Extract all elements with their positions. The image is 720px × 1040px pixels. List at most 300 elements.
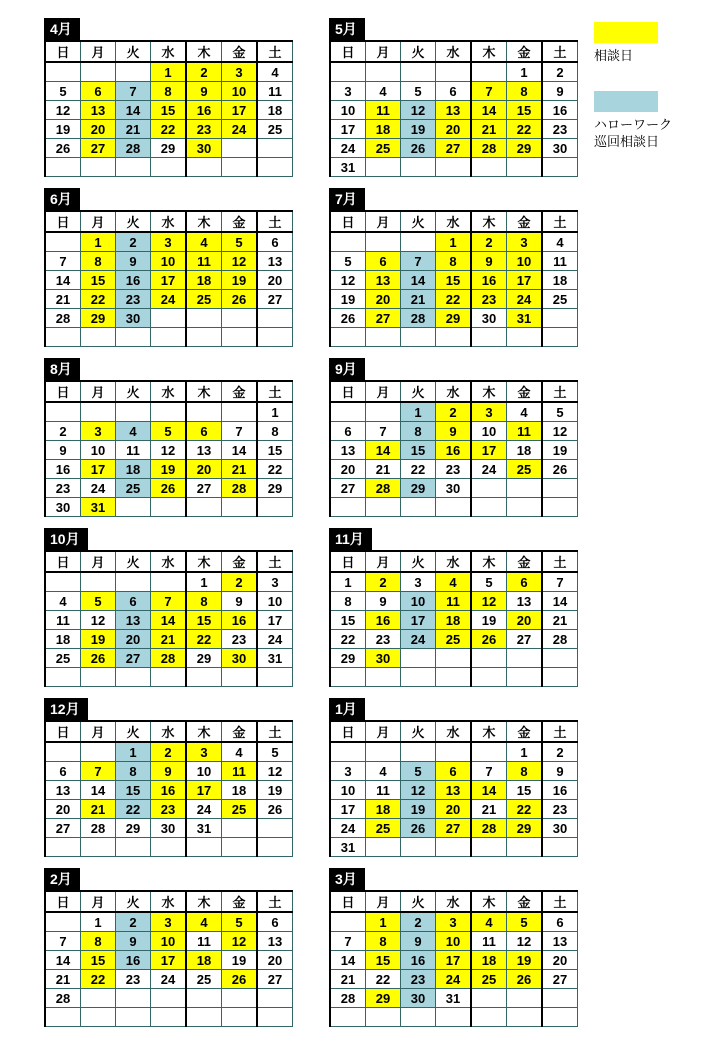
weekday-header: 金	[222, 381, 258, 402]
empty-cell	[436, 498, 472, 517]
day-cell: 11	[45, 611, 81, 630]
empty-cell	[330, 668, 366, 687]
hellowork-day-label-line2: 巡回相談日	[594, 134, 660, 149]
weekday-header: 月	[366, 551, 401, 572]
day-cell: 16	[151, 781, 187, 800]
day-cell: 8	[401, 422, 436, 441]
month-title: 9月	[329, 358, 365, 380]
weekday-header-row	[330, 211, 578, 232]
empty-cell	[471, 1008, 507, 1027]
day-cell: 11	[116, 441, 151, 460]
day-cell: 22	[401, 460, 436, 479]
weekday-header: 木	[471, 551, 507, 572]
weekday-header: 日	[45, 891, 81, 912]
day-cell: 11	[366, 781, 401, 800]
day-cell: 17	[471, 441, 507, 460]
calendar-week-row	[45, 139, 293, 158]
day-cell: 10	[507, 252, 543, 271]
day-cell: 21	[45, 290, 81, 309]
empty-cell	[81, 989, 116, 1008]
empty-cell	[45, 668, 81, 687]
empty-cell	[222, 498, 258, 517]
day-cell: 12	[330, 271, 366, 290]
month-title: 8月	[44, 358, 80, 380]
empty-cell	[116, 838, 151, 857]
day-cell: 8	[330, 592, 366, 611]
empty-cell	[542, 328, 578, 347]
empty-cell	[186, 989, 222, 1008]
month-title: 5月	[329, 18, 365, 40]
empty-cell	[81, 838, 116, 857]
day-cell: 1	[81, 912, 116, 932]
month-title: 4月	[44, 18, 80, 40]
day-cell: 12	[222, 932, 258, 951]
day-cell: 12	[542, 422, 578, 441]
day-cell: 5	[222, 912, 258, 932]
month-title: 12月	[44, 698, 88, 720]
day-cell: 10	[330, 101, 366, 120]
weekday-header: 火	[116, 41, 151, 62]
calendar-week-row	[330, 120, 578, 139]
day-cell: 21	[471, 800, 507, 819]
day-cell: 16	[186, 101, 222, 120]
day-cell: 10	[186, 762, 222, 781]
day-cell: 31	[257, 649, 293, 668]
day-cell: 20	[45, 800, 81, 819]
day-cell: 7	[366, 422, 401, 441]
day-cell: 1	[151, 62, 187, 82]
day-cell: 18	[222, 781, 258, 800]
calendar-grid	[44, 18, 571, 1027]
day-cell: 12	[401, 781, 436, 800]
day-cell: 6	[186, 422, 222, 441]
month-table	[44, 550, 293, 687]
weekday-header: 水	[436, 551, 472, 572]
weekday-header-row	[45, 381, 293, 402]
day-cell: 10	[401, 592, 436, 611]
calendar-week-row	[45, 479, 293, 498]
day-cell: 18	[366, 120, 401, 139]
day-cell: 4	[366, 762, 401, 781]
day-cell: 14	[366, 441, 401, 460]
empty-cell	[471, 989, 507, 1008]
day-cell: 6	[81, 82, 116, 101]
calendar-week-row	[330, 328, 578, 347]
weekday-header: 木	[186, 551, 222, 572]
month-table	[329, 380, 578, 517]
day-cell: 13	[186, 441, 222, 460]
day-cell: 6	[507, 572, 543, 592]
day-cell: 23	[542, 120, 578, 139]
weekday-header-row	[330, 891, 578, 912]
day-cell: 24	[151, 970, 187, 989]
day-cell: 22	[436, 290, 472, 309]
calendar-week-row	[45, 441, 293, 460]
weekday-header: 火	[401, 891, 436, 912]
day-cell: 16	[471, 271, 507, 290]
empty-cell	[401, 742, 436, 762]
day-cell: 7	[81, 762, 116, 781]
day-cell: 30	[45, 498, 81, 517]
calendar-week-row	[330, 441, 578, 460]
month-title: 3月	[329, 868, 365, 890]
empty-cell	[45, 158, 81, 177]
day-cell: 14	[116, 101, 151, 120]
weekday-header-row	[330, 381, 578, 402]
weekday-header: 日	[45, 721, 81, 742]
day-cell: 21	[45, 970, 81, 989]
day-cell: 4	[116, 422, 151, 441]
empty-cell	[366, 232, 401, 252]
day-cell: 28	[81, 819, 116, 838]
calendar-week-row	[45, 460, 293, 479]
day-cell: 1	[507, 742, 543, 762]
empty-cell	[45, 402, 81, 422]
day-cell: 8	[116, 762, 151, 781]
weekday-header: 土	[257, 551, 293, 572]
day-cell: 5	[542, 402, 578, 422]
empty-cell	[542, 649, 578, 668]
empty-cell	[116, 158, 151, 177]
weekday-header: 水	[151, 41, 187, 62]
calendar-week-row	[45, 309, 293, 328]
day-cell: 5	[471, 572, 507, 592]
calendar-week-row	[330, 838, 578, 857]
empty-cell	[366, 1008, 401, 1027]
day-cell: 30	[116, 309, 151, 328]
day-cell: 3	[81, 422, 116, 441]
calendar-week-row	[330, 252, 578, 271]
day-cell: 23	[186, 120, 222, 139]
day-cell: 17	[81, 460, 116, 479]
day-cell: 4	[366, 82, 401, 101]
calendar-week-row	[330, 572, 578, 592]
day-cell: 20	[366, 290, 401, 309]
day-cell: 20	[257, 951, 293, 970]
day-cell: 13	[366, 271, 401, 290]
day-cell: 20	[436, 800, 472, 819]
empty-cell	[366, 742, 401, 762]
day-cell: 26	[401, 139, 436, 158]
day-cell: 9	[116, 252, 151, 271]
day-cell: 16	[366, 611, 401, 630]
weekday-header: 土	[257, 381, 293, 402]
day-cell: 30	[366, 649, 401, 668]
day-cell: 13	[257, 252, 293, 271]
day-cell: 24	[401, 630, 436, 649]
empty-cell	[186, 838, 222, 857]
hellowork-day-label-line1: ハローワーク	[594, 117, 673, 132]
calendar-week-row	[45, 819, 293, 838]
day-cell: 19	[151, 460, 187, 479]
day-cell: 31	[436, 989, 472, 1008]
day-cell: 27	[257, 290, 293, 309]
day-cell: 3	[151, 912, 187, 932]
empty-cell	[436, 838, 472, 857]
empty-cell	[507, 989, 543, 1008]
day-cell: 15	[507, 101, 543, 120]
day-cell: 15	[151, 101, 187, 120]
day-cell: 24	[507, 290, 543, 309]
calendar-week-row	[45, 592, 293, 611]
day-cell: 29	[257, 479, 293, 498]
day-cell: 7	[45, 932, 81, 951]
day-cell: 23	[436, 460, 472, 479]
empty-cell	[257, 158, 293, 177]
empty-cell	[330, 232, 366, 252]
day-cell: 22	[81, 290, 116, 309]
calendar-month-10月	[44, 528, 286, 687]
day-cell: 23	[116, 290, 151, 309]
empty-cell	[81, 742, 116, 762]
calendar-week-row	[330, 800, 578, 819]
month-table	[44, 40, 293, 177]
calendar-week-row	[45, 572, 293, 592]
weekday-header: 土	[542, 721, 578, 742]
day-cell: 27	[542, 970, 578, 989]
day-cell: 22	[257, 460, 293, 479]
day-cell: 14	[471, 781, 507, 800]
calendar-week-row	[330, 668, 578, 687]
calendar-week-row	[45, 82, 293, 101]
empty-cell	[330, 402, 366, 422]
calendar-week-row	[45, 781, 293, 800]
calendar-week-row	[330, 139, 578, 158]
day-cell: 5	[151, 422, 187, 441]
legend	[594, 22, 718, 150]
weekday-header: 水	[151, 381, 187, 402]
weekday-header: 土	[257, 721, 293, 742]
day-cell: 24	[471, 460, 507, 479]
month-table	[44, 720, 293, 857]
day-cell: 11	[436, 592, 472, 611]
weekday-header: 木	[186, 41, 222, 62]
calendar-week-row	[330, 611, 578, 630]
day-cell: 5	[222, 232, 258, 252]
day-cell: 30	[222, 649, 258, 668]
day-cell: 18	[471, 951, 507, 970]
day-cell: 28	[45, 309, 81, 328]
empty-cell	[401, 838, 436, 857]
empty-cell	[222, 989, 258, 1008]
empty-cell	[81, 1008, 116, 1027]
day-cell: 16	[222, 611, 258, 630]
empty-cell	[151, 158, 187, 177]
empty-cell	[330, 912, 366, 932]
empty-cell	[436, 649, 472, 668]
day-cell: 10	[330, 781, 366, 800]
day-cell: 21	[222, 460, 258, 479]
weekday-header: 日	[45, 551, 81, 572]
weekday-header: 月	[81, 211, 116, 232]
day-cell: 18	[116, 460, 151, 479]
weekday-header: 土	[542, 551, 578, 572]
day-cell: 9	[366, 592, 401, 611]
day-cell: 9	[151, 762, 187, 781]
calendar-month-2月	[44, 868, 286, 1027]
day-cell: 25	[471, 970, 507, 989]
day-cell: 10	[436, 932, 472, 951]
day-cell: 16	[401, 951, 436, 970]
empty-cell	[507, 649, 543, 668]
weekday-header: 土	[542, 41, 578, 62]
weekday-header: 水	[436, 721, 472, 742]
day-cell: 11	[186, 932, 222, 951]
calendar-month-5月	[329, 18, 571, 177]
weekday-header: 土	[542, 211, 578, 232]
weekday-header: 水	[151, 721, 187, 742]
empty-cell	[366, 62, 401, 82]
day-cell: 10	[151, 932, 187, 951]
calendar-week-row	[45, 158, 293, 177]
empty-cell	[45, 62, 81, 82]
empty-cell	[257, 1008, 293, 1027]
day-cell: 28	[45, 989, 81, 1008]
weekday-header: 金	[507, 721, 543, 742]
empty-cell	[151, 328, 187, 347]
calendar-week-row	[45, 611, 293, 630]
day-cell: 6	[436, 82, 472, 101]
day-cell: 17	[257, 611, 293, 630]
day-cell: 1	[436, 232, 472, 252]
day-cell: 18	[257, 101, 293, 120]
day-cell: 14	[45, 951, 81, 970]
day-cell: 20	[436, 120, 472, 139]
month-title: 11月	[329, 528, 372, 550]
calendar-week-row	[330, 762, 578, 781]
day-cell: 15	[507, 781, 543, 800]
day-cell: 2	[222, 572, 258, 592]
empty-cell	[222, 1008, 258, 1027]
day-cell: 29	[366, 989, 401, 1008]
day-cell: 22	[366, 970, 401, 989]
day-cell: 14	[45, 271, 81, 290]
day-cell: 25	[186, 290, 222, 309]
month-title: 7月	[329, 188, 365, 210]
day-cell: 10	[151, 252, 187, 271]
day-cell: 29	[116, 819, 151, 838]
day-cell: 16	[116, 951, 151, 970]
empty-cell	[366, 158, 401, 177]
empty-cell	[45, 838, 81, 857]
day-cell: 9	[436, 422, 472, 441]
empty-cell	[222, 158, 258, 177]
hellowork-day-swatch	[594, 91, 658, 112]
empty-cell	[366, 328, 401, 347]
day-cell: 27	[116, 649, 151, 668]
day-cell: 22	[116, 800, 151, 819]
weekday-header: 月	[366, 41, 401, 62]
day-cell: 24	[330, 819, 366, 838]
day-cell: 29	[186, 649, 222, 668]
empty-cell	[186, 402, 222, 422]
day-cell: 28	[471, 139, 507, 158]
day-cell: 16	[45, 460, 81, 479]
empty-cell	[186, 498, 222, 517]
weekday-header: 月	[81, 41, 116, 62]
day-cell: 30	[471, 309, 507, 328]
day-cell: 31	[186, 819, 222, 838]
day-cell: 15	[330, 611, 366, 630]
day-cell: 15	[257, 441, 293, 460]
month-title: 2月	[44, 868, 80, 890]
day-cell: 11	[366, 101, 401, 120]
weekday-header: 火	[401, 381, 436, 402]
day-cell: 25	[542, 290, 578, 309]
day-cell: 15	[186, 611, 222, 630]
empty-cell	[222, 668, 258, 687]
day-cell: 20	[81, 120, 116, 139]
day-cell: 23	[116, 970, 151, 989]
day-cell: 9	[401, 932, 436, 951]
calendar-week-row	[45, 271, 293, 290]
empty-cell	[401, 158, 436, 177]
weekday-header: 月	[81, 381, 116, 402]
day-cell: 21	[542, 611, 578, 630]
day-cell: 24	[257, 630, 293, 649]
day-cell: 14	[151, 611, 187, 630]
day-cell: 3	[186, 742, 222, 762]
weekday-header: 金	[222, 891, 258, 912]
calendar-week-row	[45, 120, 293, 139]
day-cell: 29	[330, 649, 366, 668]
day-cell: 29	[151, 139, 187, 158]
month-table	[329, 720, 578, 857]
calendar-week-row	[330, 742, 578, 762]
day-cell: 12	[257, 762, 293, 781]
weekday-header: 木	[186, 891, 222, 912]
empty-cell	[542, 989, 578, 1008]
weekday-header: 土	[257, 211, 293, 232]
weekday-header: 火	[401, 211, 436, 232]
empty-cell	[401, 649, 436, 668]
empty-cell	[471, 158, 507, 177]
day-cell: 30	[542, 819, 578, 838]
calendar-week-row	[330, 649, 578, 668]
day-cell: 21	[471, 120, 507, 139]
day-cell: 20	[542, 951, 578, 970]
weekday-header: 金	[222, 211, 258, 232]
day-cell: 4	[507, 402, 543, 422]
day-cell: 13	[507, 592, 543, 611]
day-cell: 5	[330, 252, 366, 271]
day-cell: 10	[257, 592, 293, 611]
empty-cell	[542, 158, 578, 177]
day-cell: 17	[222, 101, 258, 120]
empty-cell	[471, 498, 507, 517]
weekday-header-row	[45, 211, 293, 232]
day-cell: 9	[471, 252, 507, 271]
weekday-header: 火	[116, 721, 151, 742]
day-cell: 9	[186, 82, 222, 101]
empty-cell	[507, 479, 543, 498]
day-cell: 25	[45, 649, 81, 668]
day-cell: 14	[401, 271, 436, 290]
weekday-header: 日	[330, 551, 366, 572]
empty-cell	[45, 572, 81, 592]
day-cell: 26	[45, 139, 81, 158]
calendar-week-row	[330, 592, 578, 611]
empty-cell	[151, 838, 187, 857]
day-cell: 11	[222, 762, 258, 781]
empty-cell	[116, 328, 151, 347]
empty-cell	[471, 838, 507, 857]
calendar-week-row	[330, 1008, 578, 1027]
calendar-week-row	[45, 630, 293, 649]
day-cell: 4	[186, 232, 222, 252]
weekday-header: 金	[507, 381, 543, 402]
day-cell: 2	[116, 912, 151, 932]
